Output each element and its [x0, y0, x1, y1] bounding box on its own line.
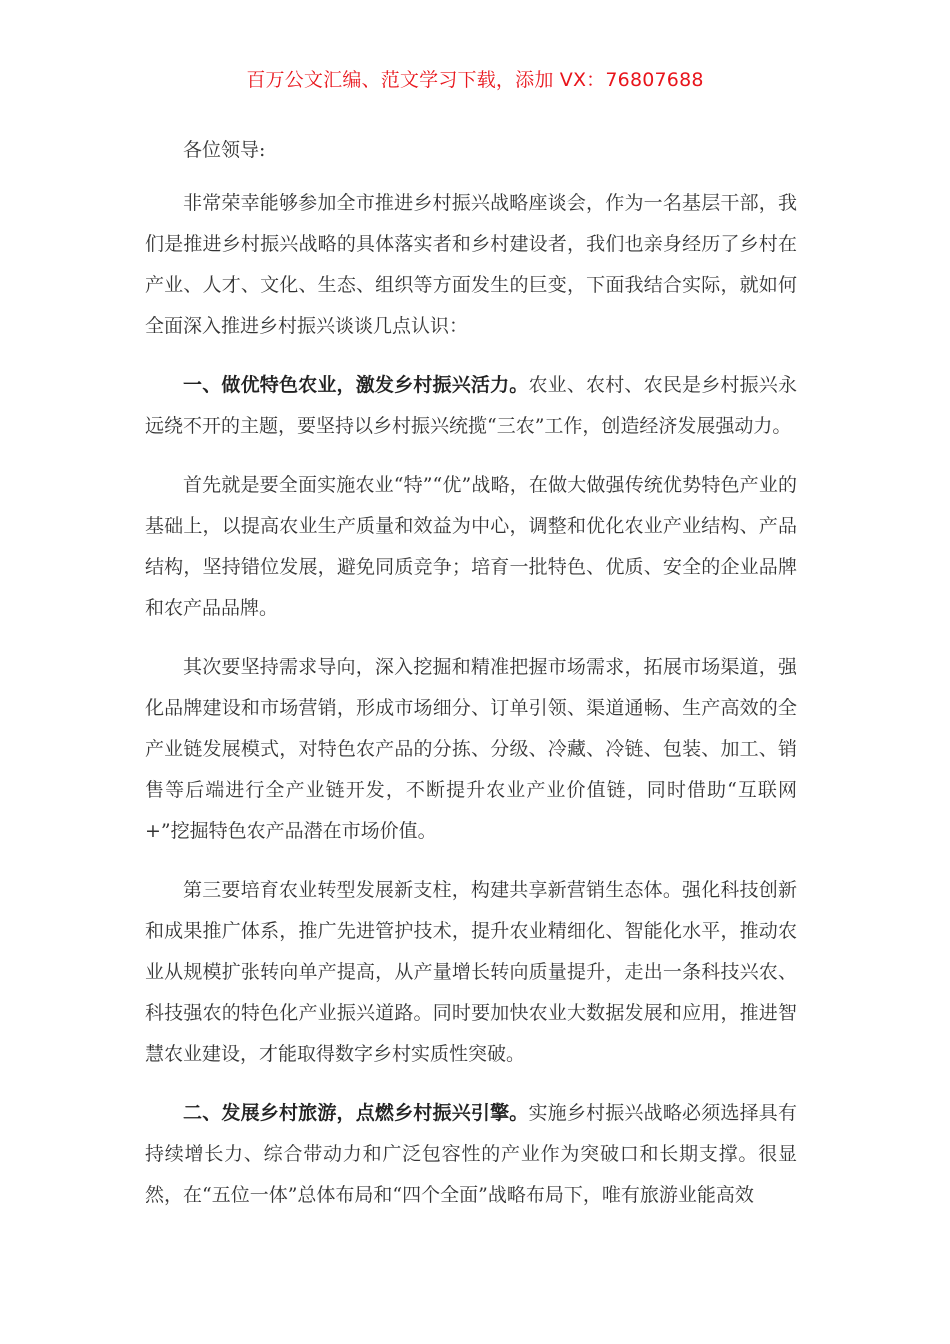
paragraph-second: 其次要坚持需求导向，深入挖掘和精准把握市场需求，拓展市场渠道，强化品牌建设和市场营销，形成市场细分、订单引领、渠道通畅、生产高效的全产业链发展模式，对特色农产品的分拣、分级、冷藏、冷链、包装、加工、销售等后端进行全产业链开发，不断提升农业产业价值链，同时借助“互联网+”挖掘特色农产品潜在市场价值。 — [145, 656, 797, 842]
intro-paragraph: 非常荣幸能够参加全市推进乡村振兴战略座谈会，作为一名基层干部，我们是推进乡村振兴战略的具体落实者和乡村建设者，我们也亲身经历了乡村在产业、人才、文化、生态、组织等方面发生的巨变，下面我结合实际，就如何全面深入推进乡村振兴谈谈几点认识： — [145, 192, 797, 337]
document-body — [145, 130, 797, 1234]
section-2-text: 实施乡村振兴战略必须选择具有持续增长力、综合带动力和广泛包容性的产业作为突破口和长期支撑。很显然，在“五位一体”总体布局和“四个全面”战略布局下，唯有旅游业能高效 — [145, 1102, 797, 1206]
paragraph-third: 第三要培育农业转型发展新支柱，构建共享新营销生态体。强化科技创新和成果推广体系，推广先进管护技术，提升农业精细化、智能化水平，推动农业从规模扩张转向单产提高，从产量增长转向质量提升，走出一条科技兴农、科技强农的特色化产业振兴道路。同时要加快农业大数据发展和应用，推进智慧农业建设，才能取得数字乡村实质性突破。 — [145, 879, 797, 1065]
section-1-text: 农业、农村、农民是乡村振兴永远绕不开的主题，要坚持以乡村振兴统揽“三农”工作，创造经济发展强动力。 — [145, 374, 797, 437]
section-1-heading: 一、做优特色农业，激发乡村振兴活力。 — [183, 374, 529, 396]
section-2-paragraph — [145, 1093, 797, 1216]
section-1-paragraph — [145, 365, 797, 447]
section-2-heading: 二、发展乡村旅游，点燃乡村振兴引擎。 — [183, 1102, 529, 1124]
watermark-header: 百万公文汇编、范文学习下载，添加 VX：76807688 — [246, 69, 704, 91]
salutation: 各位领导: — [183, 139, 266, 161]
paragraph-first: 首先就是要全面实施农业“特”“优”战略，在做大做强传统优势特色产业的基础上，以提高农业生产质量和效益为中心，调整和优化农业产业结构、产品结构，坚持错位发展，避免同质竞争；培育一批特色、优质、安全的企业品牌和农产品品牌。 — [145, 474, 797, 619]
